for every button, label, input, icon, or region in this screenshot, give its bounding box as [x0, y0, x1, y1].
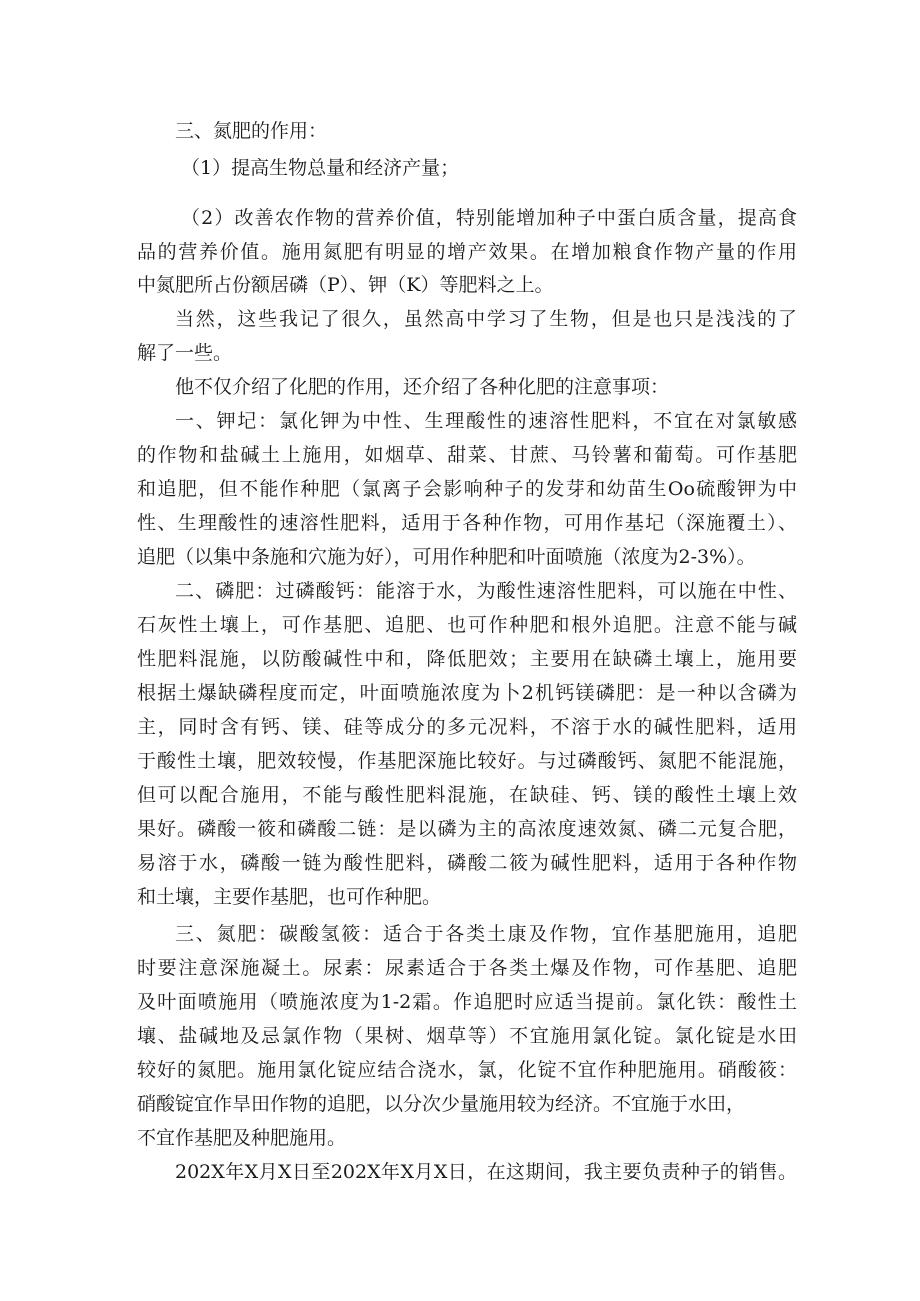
- paragraph-line: 较好的氮肥。施用氯化锭应结合浇水，氯，化锭不宜作种肥施用。硝酸筱：: [137, 1059, 797, 1081]
- paragraph-line: 二、磷肥：过磷酸钙：能溶于水，为酸性速溶性肥料，可以施在中性、: [175, 580, 797, 602]
- paragraph-line: 202X年X月X日至202X年X月X日，在这期间，我主要负责种子的销售。: [175, 1161, 797, 1183]
- list-item-1: （1）提高生物总量和经济产量；: [181, 157, 460, 179]
- paragraph-line: 解了一些。: [137, 342, 233, 364]
- paragraph-line: 他不仅介绍了化肥的作用，还介绍了各种化肥的注意事项：: [175, 376, 670, 398]
- paragraph-line: 但可以配合施用，不能与酸性肥料混施，在缺硅、钙、镁的酸性土壤上效: [137, 784, 797, 806]
- paragraph-line: 品的营养价值。施用氮肥有明显的增产效果。在增加粮食作物产量的作用: [137, 241, 797, 263]
- paragraph-line: 三、氮肥：碳酸氢筱：适合于各类土康及作物，宜作基肥施用，追肥: [175, 923, 797, 945]
- paragraph-line: 性、生理酸性的速溶性肥料，适用于各种作物，可用作基圮（深施覆土）、: [137, 512, 797, 534]
- paragraph-line: 时要注意深施凝土。尿素：尿素适合于各类土爆及作物，可作基肥、追肥: [137, 957, 797, 979]
- paragraph-line: 性肥料混施，以防酸碱性中和，降低肥效；主要用在缺磷土壤上，施用要: [137, 648, 797, 670]
- paragraph-line: 石灰性土壤上，可作基肥、追肥、也可作种肥和根外追肥。注意不能与碱: [137, 614, 797, 636]
- paragraph-line: 的作物和盐碱土上施用，如烟草、甜菜、甘蔗、马铃薯和葡萄。可作基肥: [137, 444, 797, 466]
- paragraph-line: 和土壤，主要作基肥，也可作种肥。: [137, 886, 442, 908]
- paragraph-line: （2）改善农作物的营养价值，特别能增加种子中蛋白质含量，提高食: [181, 207, 797, 229]
- paragraph-line: 于酸性土壤，肥效较慢，作基肥深施比较好。与过磷酸钙、氮肥不能混施，: [137, 750, 797, 772]
- paragraph-line: 当然，这些我记了很久，虽然高中学习了生物，但是也只是浅浅的了: [175, 308, 797, 330]
- paragraph-line: 追肥（以集中条施和穴施为好），可用作种肥和叶面喷施（浓度为2-3%）。: [137, 546, 756, 568]
- paragraph-line: 一、钾圮：氯化钾为中性、生理酸性的速溶性肥料，不宜在对氯敏感: [175, 410, 797, 432]
- paragraph-line: 硝酸锭宜作旱田作物的追肥，以分次少量施用较为经济。不宜施于水田，: [137, 1093, 746, 1115]
- paragraph-line: 根据土爆缺磷程度而定，叶面喷施浓度为卜2机钙镁磷肥：是一种以含磷为: [137, 682, 797, 704]
- paragraph-line: 主，同时含有钙、镁、硅等成分的多元况料，不溶于水的碱性肥料，适用: [137, 716, 797, 738]
- paragraph-line: 和追肥，但不能作种肥（氯离子会影响种子的发芽和幼苗生Oo硫酸钾为中: [137, 478, 797, 500]
- paragraph-line: 易溶于水，磷酸一链为酸性肥料，磷酸二筱为碱性肥料，适用于各种作物: [137, 852, 797, 874]
- paragraph-line: 壤、盐碱地及忌氯作物（果树、烟草等）不宜施用氯化锭。氯化锭是水田: [137, 1025, 797, 1047]
- paragraph-line: 中氮肥所占份额居磷（P）、钾（K）等肥料之上。: [137, 274, 554, 296]
- paragraph-line: 及叶面喷施用（喷施浓度为1-2霜。作追肥时应适当提前。氯化铁：酸性土: [137, 991, 797, 1013]
- section-heading-nitrogen-role: 三、氮肥的作用：: [175, 120, 328, 142]
- paragraph-line: 不宜作基肥及种肥施用。: [137, 1127, 347, 1149]
- paragraph-line: 果好。磷酸一筱和磷酸二链：是以磷为主的高浓度速效氮、磷二元复合肥，: [137, 818, 797, 840]
